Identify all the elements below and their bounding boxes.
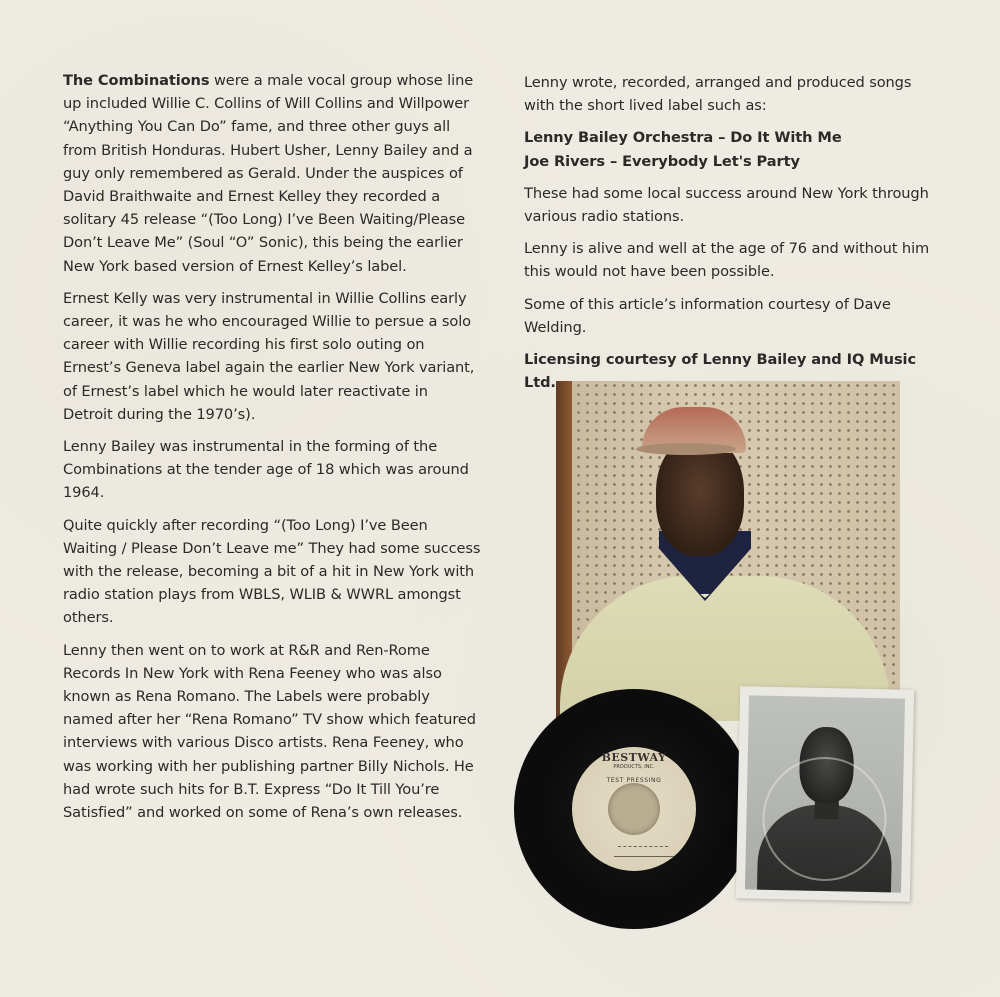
- record-handwriting: [614, 842, 674, 857]
- paragraph-rr-records: Lenny then went on to work at R&R and Ren-Rome Records In New York with Rena Feeney who was also known as Rena Romano. The Labels were probably named after her “Rena Romano” TV show which featured interviews with various Disco artists. Rena Feeney, who was working with her publishing partner Billy Nichols. He had wrote such hits for B.T. Express “Do It Till You’re Satisfied” and worked on some of Rena’s own releases.: [63, 641, 476, 822]
- paragraph-local-success: These had some local success around New York through various radio stations.: [524, 184, 929, 226]
- paragraph-songs-intro: Lenny wrote, recorded, arranged and produced songs with the short lived label such as:: [524, 74, 912, 115]
- songs-list: [524, 126, 944, 172]
- cap-brim: [636, 443, 736, 455]
- intro-text: were a male vocal group whose line up included Willie C. Collins of Will Collins and Willpower “Anything You Can Do” fame, and three other guys all from British Honduras. Hubert Usher, Lenny Bailey and a guy only remembered as Gerald. Under the auspices of David Braithwaite and Ernest Kelley they recorded a solitary 45 release “(Too Long) I’ve Been Waiting/Please Don’t Leave Me” (Soul “O” Sonic), this being the earlier New York based version of Ernest Kelley’s label.: [63, 72, 474, 275]
- paragraph-intro: [63, 69, 481, 278]
- left-column: [63, 69, 481, 833]
- record-label-subtitle: PRODUCTS, INC.: [613, 764, 655, 770]
- record-label-test-pressing: TEST PRESSING: [606, 777, 662, 784]
- group-name: The Combinations: [63, 72, 210, 89]
- song-item: Lenny Bailey Orchestra – Do It With Me: [524, 129, 842, 147]
- paragraph-success: Quite quickly after recording “(Too Long) I’ve Been Waiting / Please Don’t Leave me” They had some success with the release, becoming a bit of a hit in New York with radio station plays from WBLS, WLIB & WWRL amongst others.: [63, 516, 481, 627]
- portrait-photo-lenny-bailey: [556, 381, 900, 721]
- record-label-brand: BESTWAY: [601, 751, 667, 764]
- vintage-photo-inner: [745, 695, 905, 892]
- paragraph-credits: Some of this article’s information courtesy of Dave Welding.: [524, 295, 891, 336]
- paragraph-licensing: Licensing courtesy of Lenny Bailey and IQ Music Ltd.: [524, 351, 916, 392]
- record-center-hole: [608, 783, 660, 835]
- vintage-photo-young-lenny: [736, 686, 914, 902]
- paragraph-lenny-alive: Lenny is alive and well at the age of 76 and without him this would not have been possible.: [524, 240, 930, 281]
- paragraph-ernest-kelly: Ernest Kelly was very instrumental in Willie Collins early career, it was he who encouraged Willie to persue a solo career with Willie recording his first solo outing on Ernest’s Geneva label again the earlier New York variant, of Ernest’s label which he would later reactivate in Detroit during the 1970’s).: [63, 289, 475, 423]
- right-column: [524, 71, 944, 403]
- paragraph-lenny-forming: Lenny Bailey was instrumental in the forming of the Combinations at the tender age of 18 which was around 1964.: [63, 438, 469, 502]
- song-item: Joe Rivers – Everybody Let's Party: [524, 152, 800, 170]
